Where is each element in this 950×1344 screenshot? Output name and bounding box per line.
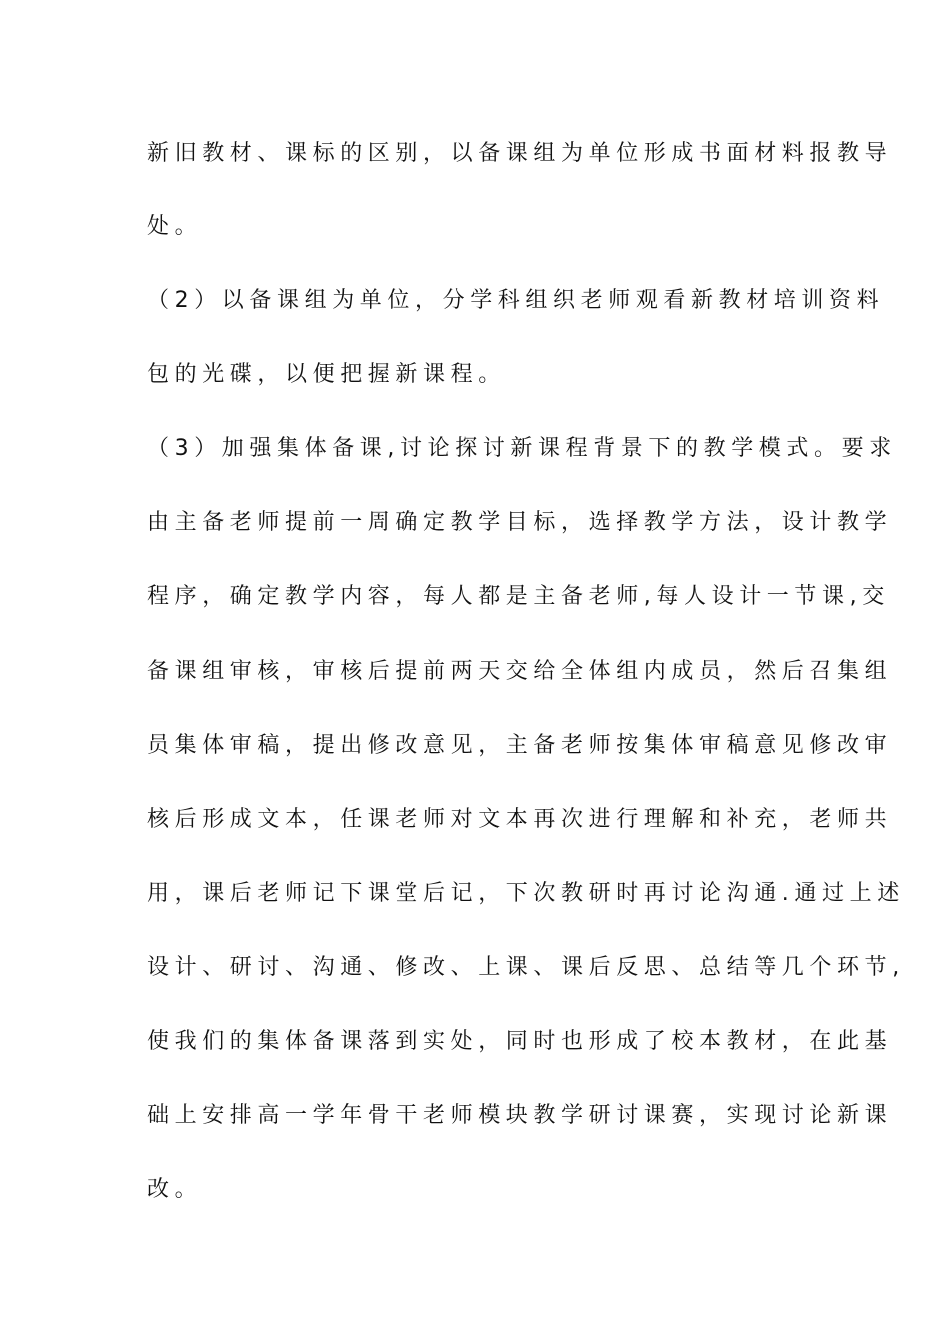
text-line-15: 改。 (147, 1177, 203, 1202)
text-line-12: 设计、研讨、沟通、修改、上课、课后反思、总结等几个环节, (147, 955, 905, 980)
text-line-9: 员集体审稿，提出修改意见，主备老师按集体审稿意见修改审 (147, 733, 893, 758)
text-line-7: 程序，确定教学内容，每人都是主备老师,每人设计一节课,交 (147, 584, 890, 609)
text-line-3: （2）以备课组为单位，分学科组织老师观看新教材培训资料 (147, 288, 885, 313)
text-line-4: 包的光碟，以便把握新课程。 (147, 362, 506, 387)
text-line-1: 新旧教材、课标的区别，以备课组为单位形成书面材料报教导 (147, 141, 893, 166)
text-line-11: 用，课后老师记下课堂后记，下次教研时再讨论沟通.通过上述 (147, 881, 905, 906)
text-line-6: 由主备老师提前一周确定教学目标，选择教学方法，设计教学 (147, 510, 893, 535)
text-line-5: （3）加强集体备课,讨论探讨新课程背景下的教学模式。要求 (147, 436, 897, 461)
text-line-10: 核后形成文本，任课老师对文本再次进行理解和补充，老师共 (147, 807, 893, 832)
text-line-13: 使我们的集体备课落到实处，同时也形成了校本教材，在此基 (147, 1029, 893, 1054)
text-line-8: 备课组审核，审核后提前两天交给全体组内成员，然后召集组 (147, 659, 893, 684)
text-line-14: 础上安排高一学年骨干老师模块教学研讨课赛，实现讨论新课 (147, 1103, 893, 1128)
text-line-2: 处。 (147, 214, 203, 239)
